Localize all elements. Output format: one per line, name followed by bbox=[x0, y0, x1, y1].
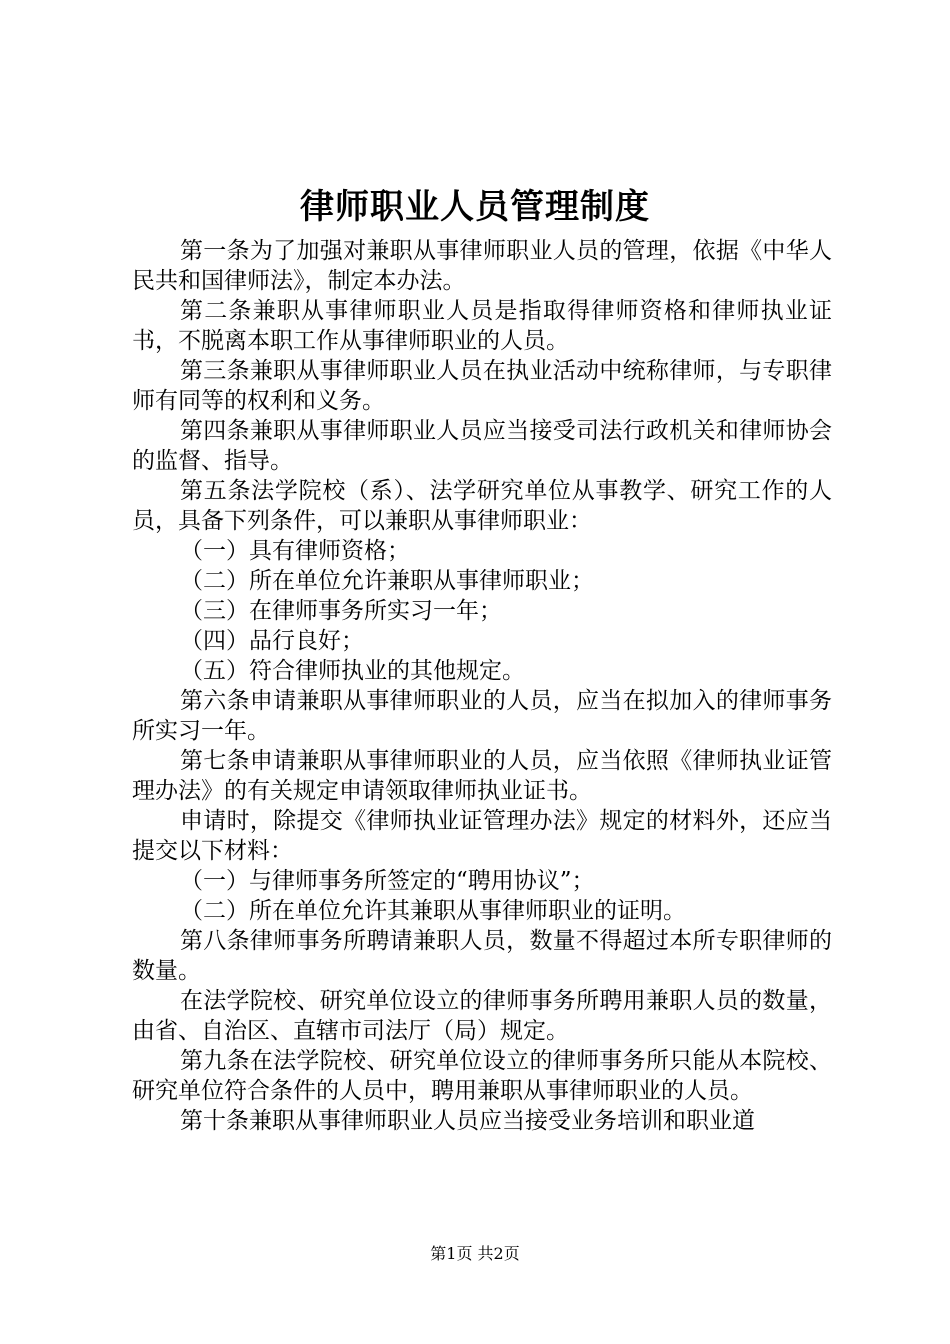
paragraph-article-4: 第四条兼职从事律师职业人员应当接受司法行政机关和律师协会的监督、指导。 bbox=[132, 418, 832, 474]
paragraph-article-5: 第五条法学院校（系）、法学研究单位从事教学、研究工作的人员，具备下列条件，可以兼职从事律师职业： bbox=[132, 478, 832, 534]
list-item-material-1: （一）与律师事务所签定的“聘用协议”； bbox=[180, 868, 595, 894]
paragraph-article-7: 第七条申请兼职从事律师职业的人员，应当依照《律师执业证管理办法》的有关规定申请领取律师执业证书。 bbox=[132, 748, 832, 804]
document-body bbox=[132, 236, 832, 1136]
paragraph-article-10: 第十条兼职从事律师职业人员应当接受业务培训和职业道 bbox=[180, 1108, 755, 1134]
list-item-condition-1: （一）具有律师资格； bbox=[180, 538, 410, 564]
paragraph-article-2: 第二条兼职从事律师职业人员是指取得律师资格和律师执业证书，不脱离本职工作从事律师职业的人员。 bbox=[132, 298, 832, 354]
paragraph-article-3: 第三条兼职从事律师职业人员在执业活动中统称律师，与专职律师有同等的权利和义务。 bbox=[132, 358, 832, 414]
list-item-condition-4: （四）品行良好； bbox=[180, 628, 364, 654]
paragraph-article-8: 第八条律师事务所聘请兼职人员，数量不得超过本所专职律师的数量。 bbox=[132, 928, 832, 984]
paragraph-article-9: 第九条在法学院校、研究单位设立的律师事务所只能从本院校、研究单位符合条件的人员中，聘用兼职从事律师职业的人员。 bbox=[132, 1048, 832, 1104]
list-item-material-2: （二）所在单位允许其兼职从事律师职业的证明。 bbox=[180, 898, 686, 924]
paragraph-article-8-detail: 在法学院校、研究单位设立的律师事务所聘用兼职人员的数量，由省、自治区、直辖市司法厅（局）规定。 bbox=[132, 988, 832, 1044]
list-item-condition-3: （三）在律师事务所实习一年； bbox=[180, 598, 502, 624]
page-title: 律师职业人员管理制度 bbox=[300, 187, 650, 227]
paragraph-article-1: 第一条为了加强对兼职从事律师职业人员的管理，依据《中华人民共和国律师法》，制定本办法。 bbox=[132, 238, 832, 294]
page-number: 第1页 共2页 bbox=[430, 1244, 520, 1263]
list-item-condition-2: （二）所在单位允许兼职从事律师职业； bbox=[180, 568, 594, 594]
paragraph-application: 申请时，除提交《律师执业证管理办法》规定的材料外，还应当提交以下材料： bbox=[132, 808, 832, 864]
list-item-condition-5: （五）符合律师执业的其他规定。 bbox=[180, 658, 525, 684]
paragraph-article-6: 第六条申请兼职从事律师职业的人员，应当在拟加入的律师事务所实习一年。 bbox=[132, 688, 832, 744]
